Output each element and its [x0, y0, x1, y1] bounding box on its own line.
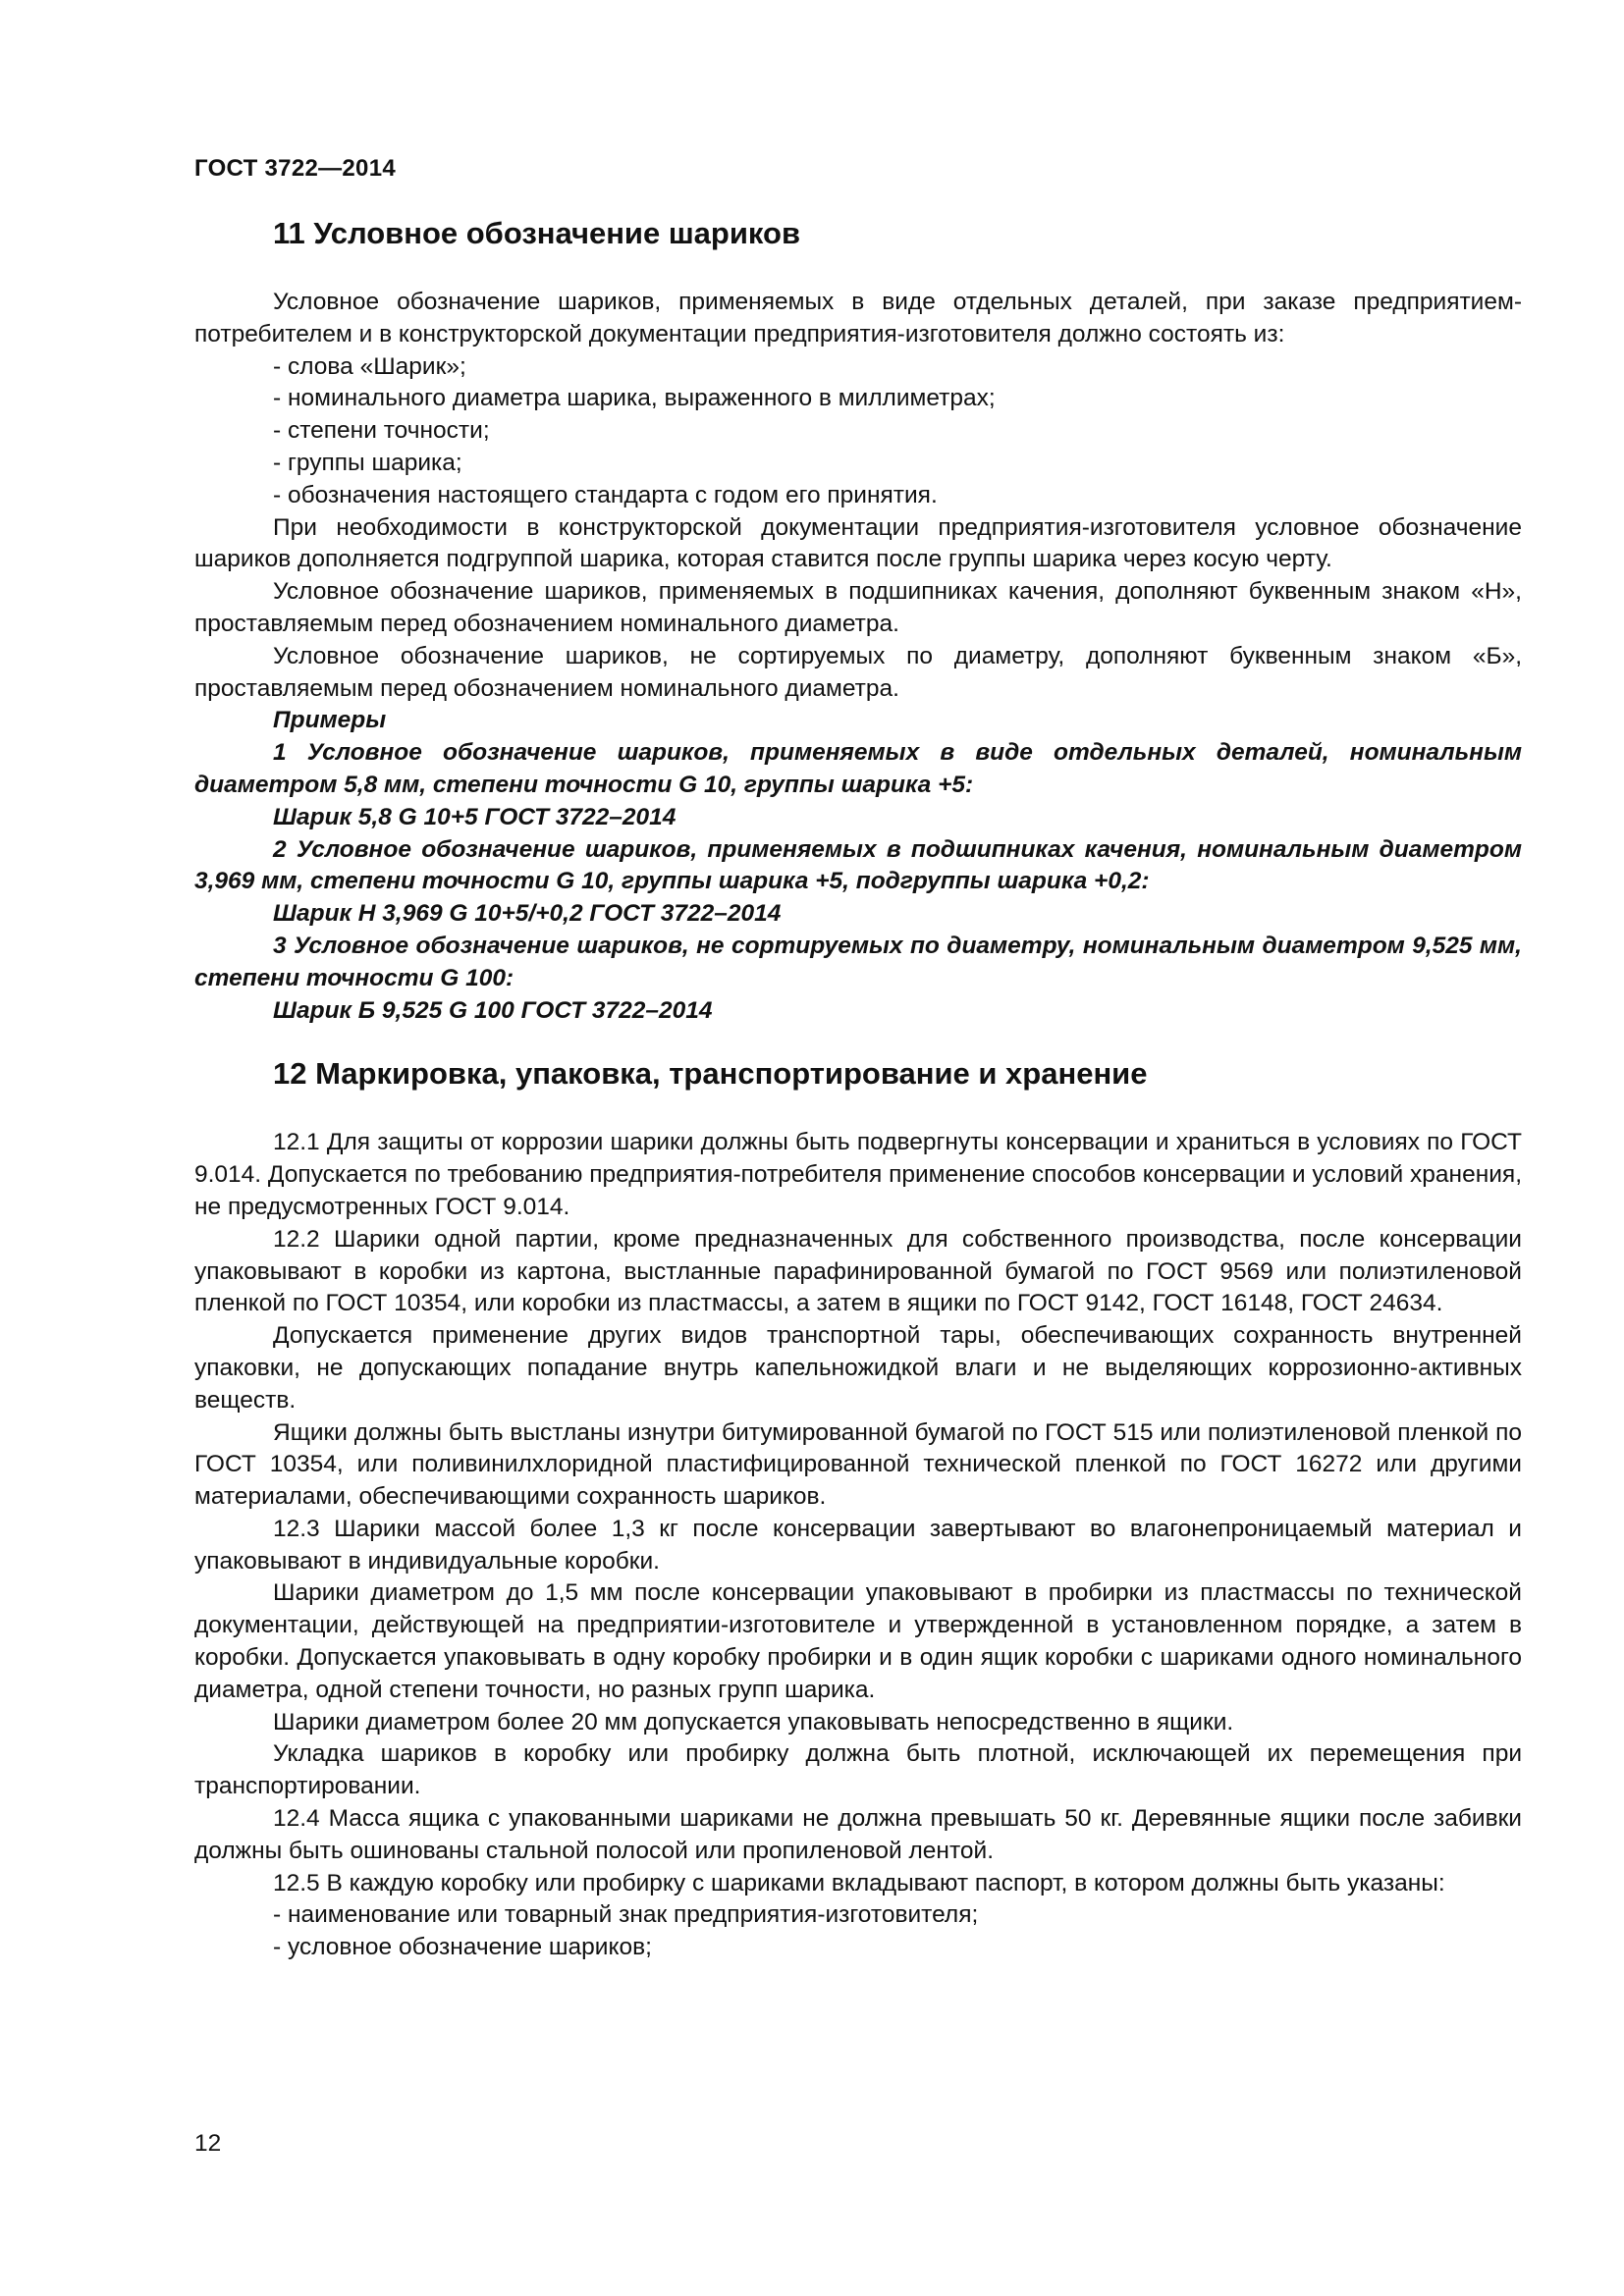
example-3-code: Шарик Б 9,525 G 100 ГОСТ 3722–2014	[273, 996, 713, 1024]
paragraph-12-2-boxes: Ящики должны быть выстланы изнутри битумированной бумагой по ГОСТ 515 или полиэтиленовой пленкой по ГОСТ 10354, или поливинилхлоридной пластифицированной технической пленкой по ГОСТ 16272 или другими материалами, обеспечивающими сохранность шариков.	[194, 1418, 1522, 1511]
paragraph-12-2: 12.2 Шарики одной партии, кроме предназначенных для собственного производства, после консервации упаковывают в коробки из картона, выстланные парафинированной бумагой по ГОСТ 9569 или полиэтиленовой пленкой по ГОСТ 10354, или коробки из пластмассы, а затем в ящики по ГОСТ 9142, ГОСТ 16148, ГОСТ 24634.	[194, 1225, 1522, 1317]
example-1-code: Шарик 5,8 G 10+5 ГОСТ 3722–2014	[273, 803, 677, 830]
list-item: - наименование или товарный знак предприятия-изготовителя;	[273, 1901, 979, 1929]
paragraph-12-3-small: Шарики диаметром до 1,5 мм после консервации упаковывают в пробирки из пластмассы по технической документации, действующей на предприятии-изготовителе и утвержденной в установленном порядке, а затем в коробки. Допускается упаковывать в одну коробку пробирки и в один ящик коробки с шариками одного номинального диаметра, одной степени точности, но разных групп шарика.	[194, 1579, 1522, 1703]
paragraph-12-4: 12.4 Масса ящика с упакованными шариками не должна превышать 50 кг. Деревянные ящики после забивки должны быть ошинованы стальной полосой или пропиленовой лентой.	[194, 1805, 1522, 1864]
section-11-intro: Условное обозначение шариков, применяемых в виде отдельных деталей, при заказе предприятием-потребителем и в конструкторской документации предприятия-изготовителя должно состоять из:	[194, 289, 1522, 347]
paragraph-12-5: 12.5 В каждую коробку или пробирку с шариками вкладывают паспорт, в котором должны быть указаны:	[273, 1869, 1445, 1896]
paragraph-12-3-large: Шарики диаметром более 20 мм допускается упаковывать непосредственно в ящики.	[273, 1708, 1234, 1735]
page-number: 12	[194, 2130, 222, 2157]
example-3-text: 3 Условное обозначение шариков, не сортируемых по диаметру, номинальным диаметром 9,525 мм, степени точности G 100:	[194, 932, 1522, 991]
section-11-title: 11 Условное обозначение шариков	[273, 216, 801, 250]
list-item: - слова «Шарик»;	[273, 352, 466, 380]
document-code-header: ГОСТ 3722—2014	[194, 155, 397, 182]
paragraph-12-3-packing: Укладка шариков в коробку или пробирку должна быть плотной, исключающей их перемещения при транспортировании.	[194, 1740, 1522, 1800]
list-item: - степени точности;	[273, 417, 490, 445]
list-item: - номинального диаметра шарика, выраженного в миллиметрах;	[273, 385, 996, 412]
list-item: - условное обозначение шариков;	[273, 1934, 652, 1961]
paragraph-subgroup: При необходимости в конструкторской документации предприятия-изготовителя условное обозначение шариков дополняется подгруппой шарика, которая ставится после группы шарика через косую черту.	[194, 513, 1522, 573]
example-1-text: 1 Условное обозначение шариков, применяемых в виде отдельных деталей, номинальным диаметром 5,8 мм, степени точности G 10, группы шарика +5:	[194, 739, 1522, 798]
paragraph-letter-h: Условное обозначение шариков, применяемых в подшипниках качения, дополняют буквенным знаком «Н», проставляемым перед обозначением номинального диаметра.	[194, 578, 1522, 637]
examples-label: Примеры	[273, 707, 387, 734]
example-2-text: 2 Условное обозначение шариков, применяемых в подшипниках качения, номинальным диаметром 3,969 мм, степени точности G 10, группы шарика +5, подгруппы шарика +0,2:	[194, 835, 1522, 895]
list-item: - обозначения настоящего стандарта с годом его принятия.	[273, 481, 938, 508]
paragraph-letter-b: Условное обозначение шариков, не сортируемых по диаметру, дополняют буквенным знаком «Б», проставляемым перед обозначением номинального диаметра.	[194, 642, 1522, 702]
paragraph-12-1: 12.1 Для защиты от коррозии шарики должны быть подвергнуты консервации и храниться в условиях по ГОСТ 9.014. Допускается по требованию предприятия-потребителя применение способов консервации и условий хранения, не предусмотренных ГОСТ 9.014.	[194, 1129, 1522, 1220]
page-content	[194, 214, 1522, 1964]
list-item: - группы шарика;	[273, 449, 462, 476]
paragraph-12-3: 12.3 Шарики массой более 1,3 кг после консервации завертывают во влагонепроницаемый материал и упаковывают в индивидуальные коробки.	[194, 1515, 1522, 1575]
paragraph-12-2-transport: Допускается применение других видов транспортной тары, обеспечивающих сохранность внутренней упаковки, не допускающих попадание внутрь капельножидкой влаги и не выделяющих коррозионно-активных веществ.	[194, 1322, 1522, 1414]
section-12-title: 12 Маркировка, упаковка, транспортирование и хранение	[273, 1056, 1148, 1092]
example-2-code: Шарик Н 3,969 G 10+5/+0,2 ГОСТ 3722–2014	[273, 900, 782, 928]
